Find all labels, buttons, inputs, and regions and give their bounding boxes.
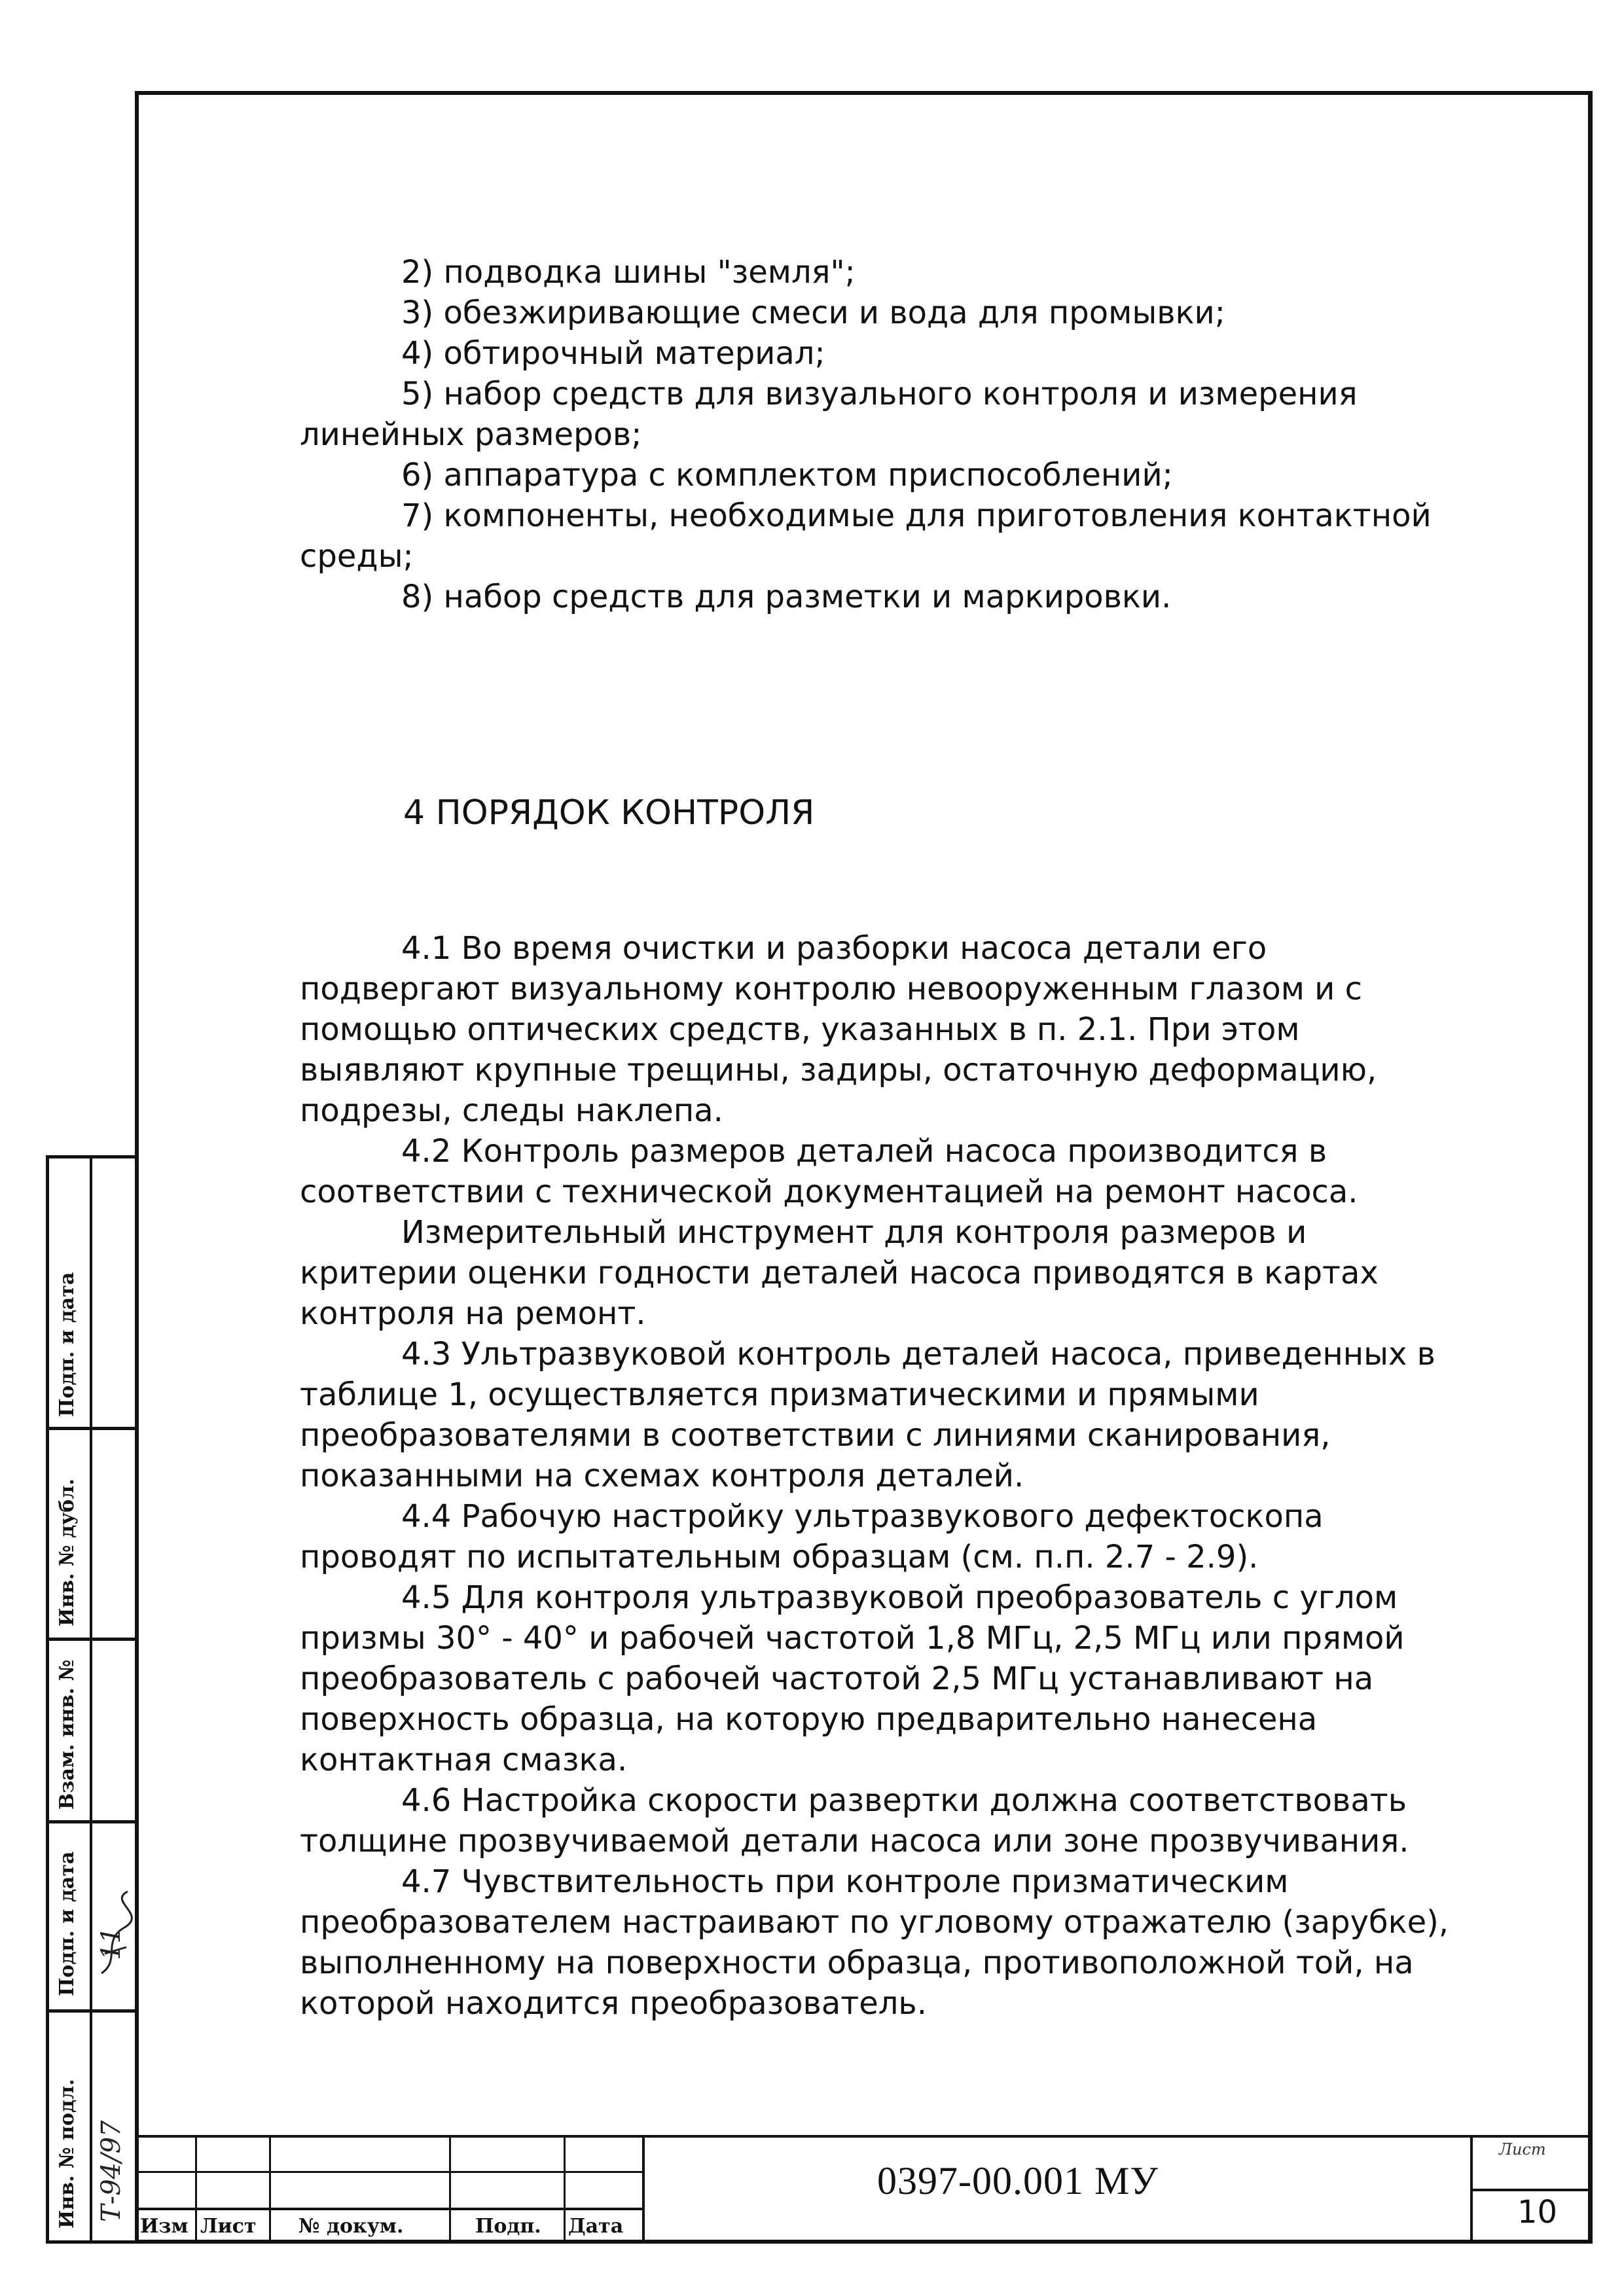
section-heading: 4 ПОРЯДОК КОНТРОЛЯ — [403, 793, 815, 833]
paragraph: 4.7 Чувствительность при контроле призматическим преобразователем настраивают по угловому отражателю (зарубке), выполненному на поверхности образца, противоположной той, на которой находится преобразователь. — [300, 1863, 1449, 2022]
strip-label-podp-data-2: Подп. и дата — [56, 1272, 79, 1417]
sheet-number: 10 — [1517, 2194, 1558, 2231]
strip-divider — [49, 1638, 138, 1641]
section-body — [300, 928, 1452, 2024]
paragraph: 4.5 Для контроля ультразвуковой преобразователь с углом призмы 30° - 40° и рабочей частотой 1,8 МГц, 2,5 МГц или прямой преобразователь с рабочей частотой 2,5 МГц устанавливают на поверхность образца, на которую предварительно нанесена контактная смазка. — [300, 1579, 1405, 1778]
list-item: 7) компоненты, необходимые для приготовления контактной среды; — [300, 497, 1432, 575]
strip-divider — [49, 1155, 138, 1158]
paragraph: Измерительный инструмент для контроля размеров и критерии оценки годности деталей насоса приводятся в картах контроля на ремонт. — [300, 1214, 1379, 1332]
handwritten-inventory-number: Т-94/97 — [96, 2120, 126, 2222]
header-date: Дата — [568, 2215, 624, 2238]
list-item: 4) обтирочный материал; — [401, 335, 825, 372]
paragraph: 4.1 Во время очистки и разборки насоса детали его подвергают визуальному контролю невооруженным глазом и с помощью оптических средств, указанных в п. 2.1. При этом выявляют крупные трещины, задиры, остаточную деформацию, подрезы, следы наклепа. — [300, 930, 1377, 1129]
strip-divider-line — [90, 1155, 92, 2244]
strip-label-podp-data: Подп. и дата — [56, 1851, 79, 1996]
list-item: 3) обезжиривающие смеси и вода для промывки; — [401, 295, 1225, 331]
strip-label-inv-dubl: Инв. № дубл. — [56, 1479, 79, 1626]
document-code: 0397-00.001 МУ — [877, 2159, 1159, 2202]
list-item: 5) набор средств для визуального контроля и измерения линейных размеров; — [300, 376, 1358, 453]
strip-label-inv-podl: Инв. № подл. — [56, 2079, 79, 2229]
list-item: 2) подводка шины "земля"; — [401, 254, 856, 291]
strip-divider — [49, 1820, 138, 1823]
paragraph: 4.6 Настройка скорости развертки должна соответствовать толщине прозвучиваемой детали насоса или зоне прозвучивания. — [300, 1782, 1409, 1859]
strip-divider — [49, 1427, 138, 1430]
paragraph: 4.2 Контроль размеров деталей насоса производится в соответствии с технической документацией на ремонт насоса. — [300, 1133, 1358, 1210]
header-list: Лист — [200, 2215, 257, 2238]
equipment-list — [300, 252, 1452, 617]
list-item: 6) аппаратура с комплектом приспособлений; — [401, 457, 1173, 493]
strip-divider — [49, 2009, 138, 2013]
header-izm: Изм — [140, 2215, 189, 2238]
header-signature: Подп. — [475, 2215, 541, 2238]
sheet-label: Лист — [1499, 2140, 1546, 2159]
header-doc-number: № докум. — [298, 2215, 404, 2238]
list-item: 8) набор средств для разметки и маркировки. — [401, 579, 1172, 615]
paragraph: 4.4 Рабочую настройку ультразвукового дефектоскопа проводят по испытательным образцам (см. п.п. 2.7 - 2.9). — [300, 1498, 1324, 1575]
strip-divider — [49, 2240, 138, 2244]
strip-label-vzam-inv: Взам. инв. № — [56, 1659, 79, 1810]
signature-mark — [95, 1882, 134, 1986]
handwritten-date: 11 — [96, 1927, 126, 1960]
binding-strip — [46, 1155, 135, 2244]
title-block — [135, 2135, 1593, 2244]
paragraph: 4.3 Ультразвуковой контроль деталей насоса, приведенных в таблице 1, осуществляется призматическими и прямыми преобразователями в соответствии с линиями сканирования, показанными на схемах контроля деталей. — [300, 1336, 1435, 1494]
